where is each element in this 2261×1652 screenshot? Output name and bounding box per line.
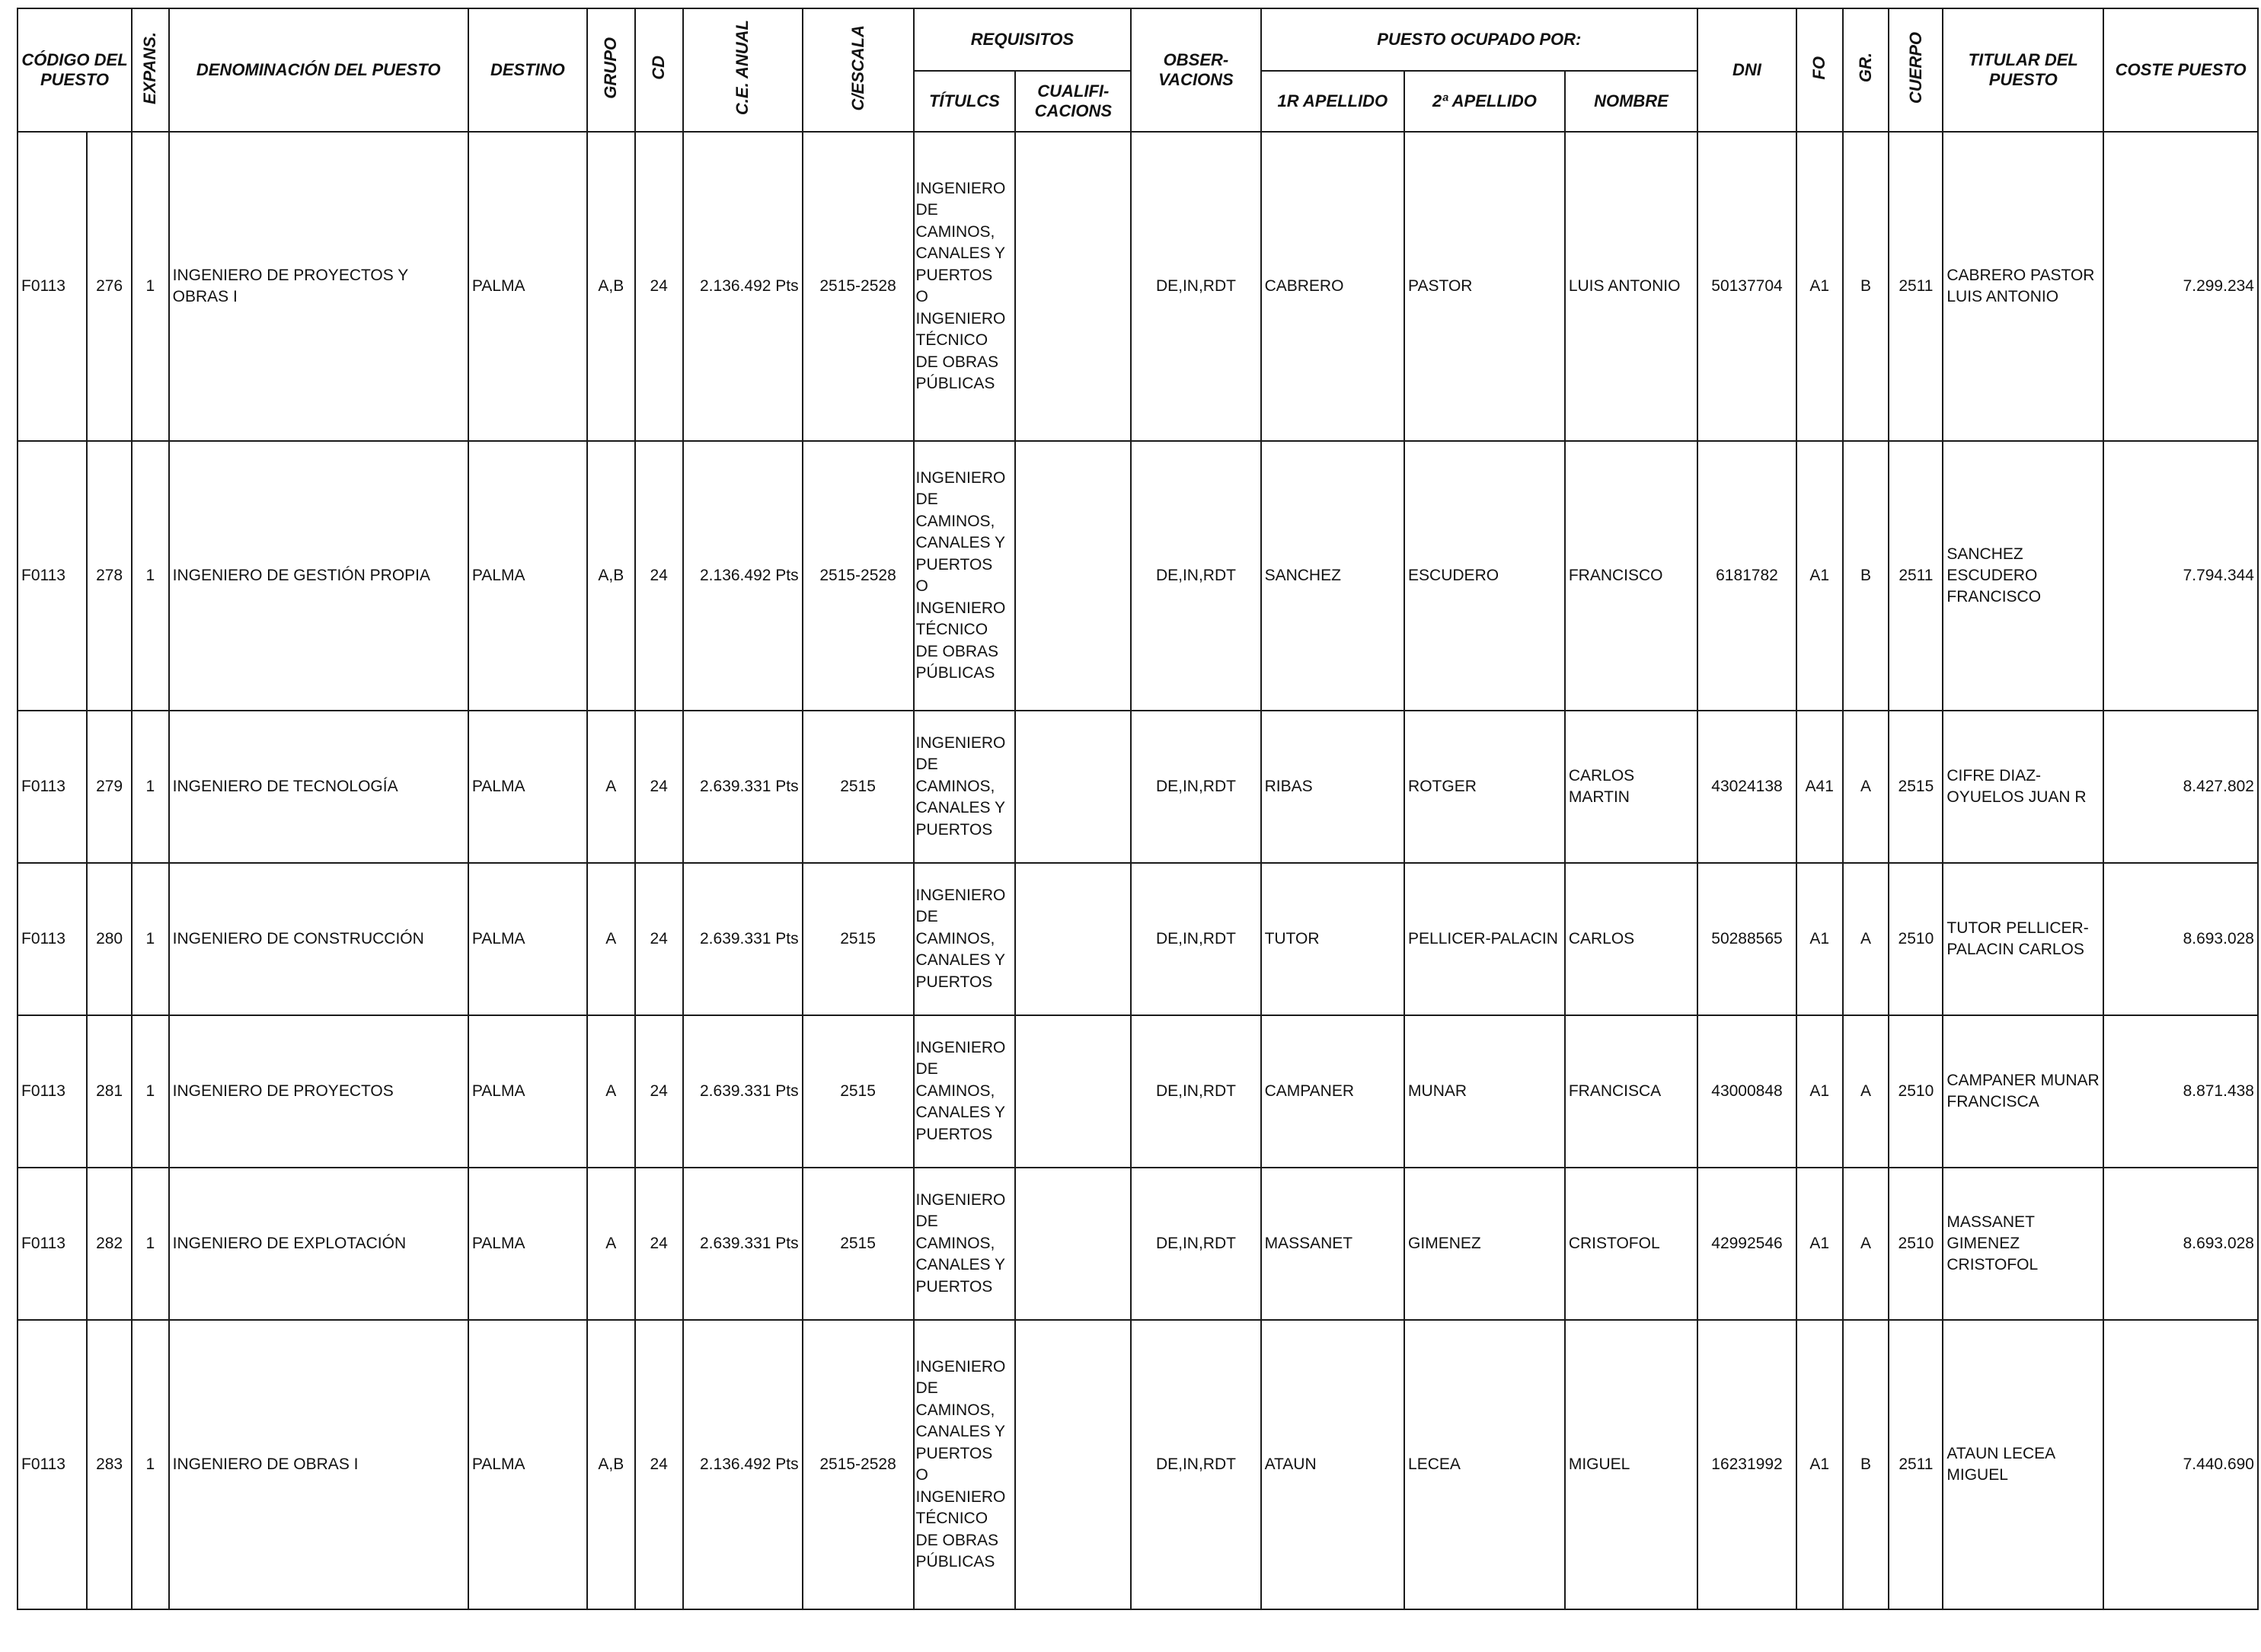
cell-escala: 2515-2528: [803, 441, 914, 711]
header-titulos: TÍTULCS: [914, 71, 1016, 132]
cell-cd: 24: [635, 441, 683, 711]
cell-denominacion: INGENIERO DE PROYECTOS: [169, 1015, 468, 1168]
cell-denominacion: INGENIERO DE OBRAS I: [169, 1320, 468, 1609]
cell-denominacion: INGENIERO DE PROYECTOS Y OBRAS I: [169, 132, 468, 441]
cell-titular: MASSANET GIMENEZ CRISTOFOL: [1943, 1168, 2103, 1320]
cell-ce-anual: 2.639.331 Pts: [683, 711, 803, 863]
cell-cd: 24: [635, 1168, 683, 1320]
cell-nombre: CARLOS: [1565, 863, 1697, 1015]
cell-expans: 1: [132, 132, 169, 441]
table-row: [18, 1015, 2258, 1168]
cell-escala: 2515-2528: [803, 1320, 914, 1609]
header-gr: GR.: [1843, 8, 1889, 132]
cell-num: 276: [87, 132, 132, 441]
cell-cd: 24: [635, 711, 683, 863]
cell-cualificaciones: [1015, 132, 1131, 441]
cell-num: 283: [87, 1320, 132, 1609]
cell-denominacion: INGENIERO DE GESTIÓN PROPIA: [169, 441, 468, 711]
puestos-table: [17, 8, 2259, 1610]
cell-nombre: FRANCISCA: [1565, 1015, 1697, 1168]
cell-apellido2: PELLICER-PALACIN: [1404, 863, 1565, 1015]
cell-cualificaciones: [1015, 1168, 1131, 1320]
cell-codigo: F0113: [18, 132, 87, 441]
cell-coste: 8.693.028: [2103, 1168, 2258, 1320]
cell-escala: 2515: [803, 1015, 914, 1168]
cell-gr: A: [1843, 1015, 1889, 1168]
cell-nombre: MIGUEL: [1565, 1320, 1697, 1609]
cell-escala: 2515: [803, 863, 914, 1015]
cell-cd: 24: [635, 132, 683, 441]
header-nombre: NOMBRE: [1565, 71, 1697, 132]
cell-apellido2: LECEA: [1404, 1320, 1565, 1609]
cell-titulos: INGENIERO DE CAMINOS, CANALES Y PUERTOS: [914, 863, 1016, 1015]
header-expans: EXPANS.: [132, 8, 169, 132]
cell-dni: 50288565: [1697, 863, 1796, 1015]
cell-ce-anual: 2.136.492 Pts: [683, 132, 803, 441]
table-body: [18, 132, 2258, 1609]
cell-ce-anual: 2.136.492 Pts: [683, 441, 803, 711]
cell-destino: PALMA: [468, 711, 587, 863]
cell-expans: 1: [132, 1320, 169, 1609]
cell-grupo: A,B: [587, 132, 635, 441]
header-dni: DNI: [1697, 8, 1796, 132]
header-grupo: GRUPO: [587, 8, 635, 132]
header-codigo: CÓDIGO DEL PUESTO: [18, 8, 132, 132]
cell-destino: PALMA: [468, 441, 587, 711]
cell-observaciones: DE,IN,RDT: [1131, 441, 1260, 711]
cell-destino: PALMA: [468, 1168, 587, 1320]
header-puesto-ocupado: PUESTO OCUPADO POR:: [1261, 8, 1698, 71]
cell-nombre: CARLOS MARTIN: [1565, 711, 1697, 863]
cell-grupo: A: [587, 711, 635, 863]
cell-apellido1: ATAUN: [1261, 1320, 1404, 1609]
cell-gr: A: [1843, 711, 1889, 863]
cell-gr: B: [1843, 132, 1889, 441]
cell-titulos: INGENIERO DE CAMINOS, CANALES Y PUERTOS O INGENIERO TÉCNICO DE OBRAS PÚBLICAS: [914, 1320, 1016, 1609]
cell-cualificaciones: [1015, 711, 1131, 863]
table-row: [18, 1168, 2258, 1320]
cell-apellido2: ESCUDERO: [1404, 441, 1565, 711]
cell-num: 278: [87, 441, 132, 711]
cell-coste: 8.427.802: [2103, 711, 2258, 863]
cell-destino: PALMA: [468, 1320, 587, 1609]
cell-escala: 2515-2528: [803, 132, 914, 441]
cell-apellido2: MUNAR: [1404, 1015, 1565, 1168]
cell-cuerpo: 2511: [1889, 441, 1943, 711]
cell-ce-anual: 2.639.331 Pts: [683, 1015, 803, 1168]
cell-cuerpo: 2515: [1889, 711, 1943, 863]
cell-cuerpo: 2510: [1889, 863, 1943, 1015]
cell-dni: 43000848: [1697, 1015, 1796, 1168]
header-escala: C/ESCALA: [803, 8, 914, 132]
cell-titulos: INGENIERO DE CAMINOS, CANALES Y PUERTOS O INGENIERO TÉCNICO DE OBRAS PÚBLICAS: [914, 132, 1016, 441]
cell-titulos: INGENIERO DE CAMINOS, CANALES Y PUERTOS: [914, 1168, 1016, 1320]
cell-cuerpo: 2511: [1889, 1320, 1943, 1609]
cell-dni: 6181782: [1697, 441, 1796, 711]
cell-fo: A1: [1796, 1168, 1843, 1320]
cell-destino: PALMA: [468, 863, 587, 1015]
cell-coste: 7.299.234: [2103, 132, 2258, 441]
header-cualificaciones: CUALIFI- CACIONS: [1015, 71, 1131, 132]
cell-fo: A1: [1796, 1320, 1843, 1609]
cell-cualificaciones: [1015, 1015, 1131, 1168]
cell-codigo: F0113: [18, 863, 87, 1015]
cell-observaciones: DE,IN,RDT: [1131, 132, 1260, 441]
cell-apellido1: RIBAS: [1261, 711, 1404, 863]
cell-cd: 24: [635, 1320, 683, 1609]
cell-observaciones: DE,IN,RDT: [1131, 1320, 1260, 1609]
cell-apellido1: MASSANET: [1261, 1168, 1404, 1320]
cell-apellido2: PASTOR: [1404, 132, 1565, 441]
header-ce-anual: C.E. ANUAL: [683, 8, 803, 132]
cell-fo: A1: [1796, 441, 1843, 711]
cell-destino: PALMA: [468, 132, 587, 441]
header-titular: TITULAR DEL PUESTO: [1943, 8, 2103, 132]
cell-grupo: A,B: [587, 441, 635, 711]
cell-gr: B: [1843, 441, 1889, 711]
cell-titular: CAMPANER MUNAR FRANCISCA: [1943, 1015, 2103, 1168]
cell-cuerpo: 2511: [1889, 132, 1943, 441]
cell-gr: A: [1843, 863, 1889, 1015]
cell-apellido1: TUTOR: [1261, 863, 1404, 1015]
cell-fo: A41: [1796, 711, 1843, 863]
header-cd: CD: [635, 8, 683, 132]
cell-dni: 42992546: [1697, 1168, 1796, 1320]
cell-denominacion: INGENIERO DE EXPLOTACIÓN: [169, 1168, 468, 1320]
header-coste: COSTE PUESTO: [2103, 8, 2258, 132]
cell-nombre: LUIS ANTONIO: [1565, 132, 1697, 441]
cell-expans: 1: [132, 1168, 169, 1320]
cell-escala: 2515: [803, 1168, 914, 1320]
cell-titular: CIFRE DIAZ- OYUELOS JUAN R: [1943, 711, 2103, 863]
cell-apellido2: ROTGER: [1404, 711, 1565, 863]
cell-titular: CABRERO PASTOR LUIS ANTONIO: [1943, 132, 2103, 441]
cell-dni: 50137704: [1697, 132, 1796, 441]
cell-cualificaciones: [1015, 441, 1131, 711]
cell-grupo: A: [587, 1168, 635, 1320]
table-row: [18, 711, 2258, 863]
cell-num: 279: [87, 711, 132, 863]
header-denominacion: DENOMINACIÓN DEL PUESTO: [169, 8, 468, 132]
header-destino: DESTINO: [468, 8, 587, 132]
cell-codigo: F0113: [18, 441, 87, 711]
cell-ce-anual: 2.136.492 Pts: [683, 1320, 803, 1609]
cell-cuerpo: 2510: [1889, 1168, 1943, 1320]
cell-titular: SANCHEZ ESCUDERO FRANCISCO: [1943, 441, 2103, 711]
cell-gr: A: [1843, 1168, 1889, 1320]
table-row: [18, 863, 2258, 1015]
cell-observaciones: DE,IN,RDT: [1131, 863, 1260, 1015]
cell-cualificaciones: [1015, 863, 1131, 1015]
cell-titular: ATAUN LECEA MIGUEL: [1943, 1320, 2103, 1609]
cell-grupo: A: [587, 863, 635, 1015]
cell-observaciones: DE,IN,RDT: [1131, 711, 1260, 863]
cell-grupo: A,B: [587, 1320, 635, 1609]
header-requisitos: REQUISITOS: [914, 8, 1132, 71]
cell-titulos: INGENIERO DE CAMINOS, CANALES Y PUERTOS: [914, 1015, 1016, 1168]
cell-apellido1: SANCHEZ: [1261, 441, 1404, 711]
cell-coste: 8.871.438: [2103, 1015, 2258, 1168]
cell-codigo: F0113: [18, 1015, 87, 1168]
cell-nombre: FRANCISCO: [1565, 441, 1697, 711]
cell-coste: 7.440.690: [2103, 1320, 2258, 1609]
cell-gr: B: [1843, 1320, 1889, 1609]
cell-titulos: INGENIERO DE CAMINOS, CANALES Y PUERTOS: [914, 711, 1016, 863]
cell-destino: PALMA: [468, 1015, 587, 1168]
header-cuerpo: CUERPO: [1889, 8, 1943, 132]
cell-ce-anual: 2.639.331 Pts: [683, 1168, 803, 1320]
cell-expans: 1: [132, 863, 169, 1015]
cell-expans: 1: [132, 711, 169, 863]
cell-cd: 24: [635, 1015, 683, 1168]
header-apellido2: 2ª APELLIDO: [1404, 71, 1565, 132]
cell-codigo: F0113: [18, 1168, 87, 1320]
table-row: [18, 441, 2258, 711]
cell-num: 281: [87, 1015, 132, 1168]
cell-coste: 8.693.028: [2103, 863, 2258, 1015]
cell-titulos: INGENIERO DE CAMINOS, CANALES Y PUERTOS O INGENIERO TÉCNICO DE OBRAS PÚBLICAS: [914, 441, 1016, 711]
cell-codigo: F0113: [18, 711, 87, 863]
cell-fo: A1: [1796, 1015, 1843, 1168]
cell-escala: 2515: [803, 711, 914, 863]
header-observaciones: OBSER- VACIONS: [1131, 8, 1260, 132]
cell-apellido2: GIMENEZ: [1404, 1168, 1565, 1320]
cell-apellido1: CAMPANER: [1261, 1015, 1404, 1168]
cell-codigo: F0113: [18, 1320, 87, 1609]
cell-expans: 1: [132, 1015, 169, 1168]
cell-apellido1: CABRERO: [1261, 132, 1404, 441]
cell-dni: 16231992: [1697, 1320, 1796, 1609]
cell-observaciones: DE,IN,RDT: [1131, 1168, 1260, 1320]
header-fo: FO: [1796, 8, 1843, 132]
cell-fo: A1: [1796, 863, 1843, 1015]
cell-num: 280: [87, 863, 132, 1015]
cell-denominacion: INGENIERO DE TECNOLOGÍA: [169, 711, 468, 863]
cell-expans: 1: [132, 441, 169, 711]
cell-nombre: CRISTOFOL: [1565, 1168, 1697, 1320]
cell-observaciones: DE,IN,RDT: [1131, 1015, 1260, 1168]
cell-cualificaciones: [1015, 1320, 1131, 1609]
cell-cd: 24: [635, 863, 683, 1015]
cell-cuerpo: 2510: [1889, 1015, 1943, 1168]
header-apellido1: 1R APELLIDO: [1261, 71, 1404, 132]
cell-grupo: A: [587, 1015, 635, 1168]
cell-titular: TUTOR PELLICER- PALACIN CARLOS: [1943, 863, 2103, 1015]
cell-ce-anual: 2.639.331 Pts: [683, 863, 803, 1015]
cell-denominacion: INGENIERO DE CONSTRUCCIÓN: [169, 863, 468, 1015]
cell-dni: 43024138: [1697, 711, 1796, 863]
table-row: [18, 132, 2258, 441]
table-row: [18, 1320, 2258, 1609]
cell-fo: A1: [1796, 132, 1843, 441]
cell-coste: 7.794.344: [2103, 441, 2258, 711]
cell-num: 282: [87, 1168, 132, 1320]
